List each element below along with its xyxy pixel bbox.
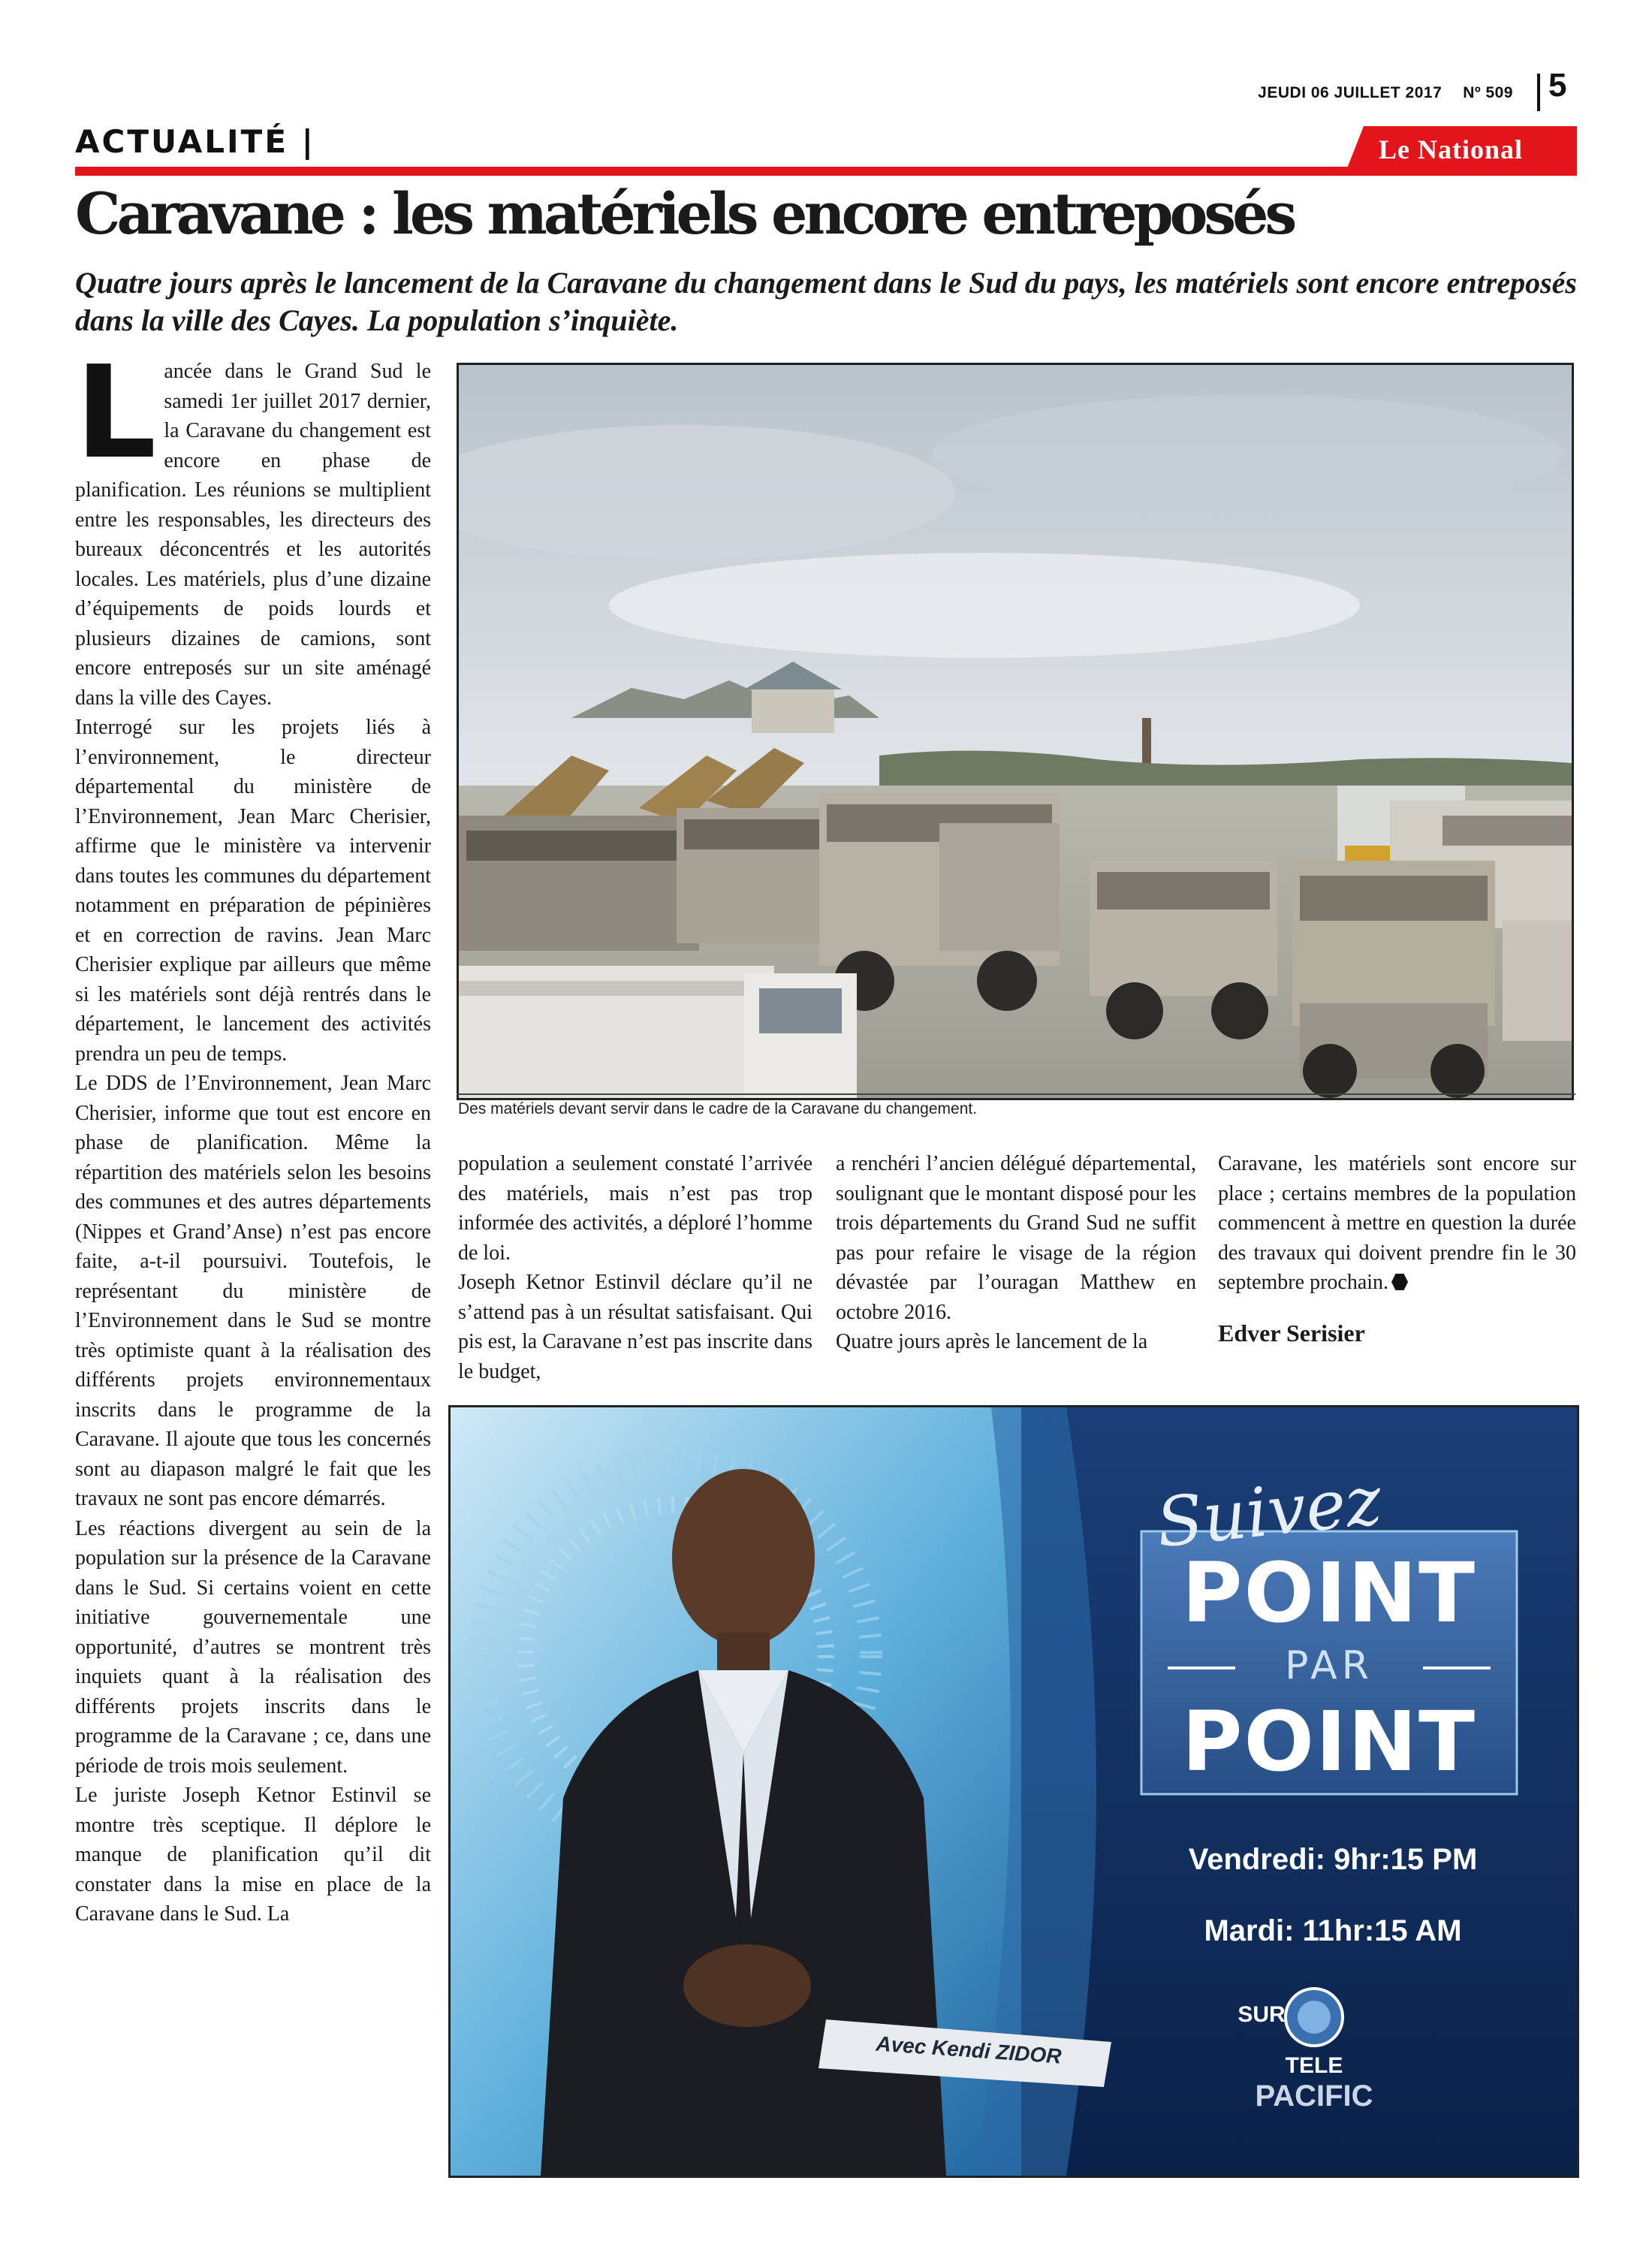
article-column-1 [75,339,431,1929]
ad-schedule-friday: Vendredi: 9hr:15 PM [1188,1843,1478,1876]
ad-title-rule-right [1423,1666,1491,1669]
issue-date-line [1258,84,1513,102]
page-number: 5 [1548,67,1567,104]
section-label: ACTUALITÉ | [75,123,315,160]
ad-title-mid: PAR [1285,1643,1373,1688]
ad-title-rule-left [1168,1666,1235,1669]
ad-schedule-tuesday: Mardi: 11hr:15 AM [1204,1914,1462,1947]
paragraph: Le juriste Joseph Ketnor Estinvil se montre très sceptique. Il déplore le manque de planification qu’il dit constater dans la mise en place de la Caravane dans le Sud. La [75,1784,431,1926]
article-column-3 [836,1149,1196,1357]
byline: Edver Serisier [1218,1319,1365,1347]
paragraph: population a seulement constaté l’arrivée des matériels, mais n’est pas trop informée des activités, a déploré l’homme de loi. [458,1152,812,1265]
paragraph [1218,1149,1576,1298]
paragraph: Joseph Ketnor Estinvil déclare qu’il ne s’attend pas à un résultat satisfaisant. Qui pis est, la Caravane n’est pas inscrite dans le budget, [458,1271,812,1383]
article-column-2 [458,1149,812,1386]
ad-host-name: Avec Kendi ZIDOR [875,2031,1063,2068]
trucks-yard-image [459,365,1572,1098]
ad-title-top: POINT [1181,1545,1477,1641]
paragraph: Interrogé sur les projets liés à l’environnement, le directeur départemental du ministère de l’Environnement, Jean Marc Cherisier, affirme que le ministère va intervenir dans toutes les communes du département notamment en préparation de pépinières et en correction de ravins. Jean Marc Cherisier explique par ailleurs que même si les matériels sont déjà rentrés dans le département, le lancement des activités prendra un peu de temps. [75,716,431,1066]
ad-script-text: Suivez [1153,1461,1385,1564]
ad-logo-sur: SUR [1237,2002,1286,2027]
ad-logo-tele: TELE [1285,2053,1343,2078]
paragraph: Le DDS de l’Environnement, Jean Marc Cherisier, informe que tout est encore en phase de planification. Même la répartition des matériels selon les besoins des communes et des autres départements (Nippes et Grand’Anse) n’est pas encore faite, a-t-il poursuivi. Toutefois, le représentant du ministère de l’Environnement dans le Sud se montre très optimiste quant à la réalisation des différents projets environnementaux inscrits dans le programme de la Caravane. Il ajoute que tous les concernés sont au diapason malgré le fait que les travaux ne sont pas encore démarrés. [75,1072,431,1510]
article-headline: Caravane : les matériels encore entreposés [75,180,1294,247]
ad-title-bottom: POINT [1181,1694,1477,1790]
article-standfirst: Quatre jours après le lancement de la Caravane du changement dans le Sud du pays, les matériels sont encore entreposés dans la ville des Cayes. La population s’inquiète. [75,266,1577,337]
article-photo [457,363,1574,1100]
caption-divider [457,1093,1575,1095]
end-of-article-icon [1391,1274,1408,1290]
paragraph-text: Caravane, les matériels sont encore sur place ; certains membres de la population commencent à mettre en question la durée des travaux qui doivent prendre fin le 30 septembre prochain. [1218,1152,1576,1294]
article-column-4 [1218,1149,1576,1348]
brand-name: Le National [1379,134,1524,164]
tv-show-advertisement [448,1405,1579,2178]
ad-logo-pacific: PACIFIC [1255,2080,1373,2113]
paragraph: Quatre jours après le lancement de la [836,1330,1148,1353]
photo-caption: Des matériels devant servir dans le cadre de la Caravane du changement. [458,1100,978,1117]
paragraph: Les réactions divergent au sein de la population sur la présence de la Caravane dans le Sud. Si certains voient en cette initiative gouvernementale une opportunité, d’autres se montrent très inquiets quant à la réalisation des différents projets inscrits dans le programme de la Caravane ; ce, dans une période de trois mois seulement. [75,1516,431,1778]
page-number-divider [1537,74,1540,111]
paragraph: ancée dans le Grand Sud le samedi 1er juillet 2017 dernier, la Caravane du changement est encore en phase de planification. Les réunions se multiplient entre les responsables, les directeurs des bureaux déconcentrés et les autorités locales. Les matériels, plus d’une dizaine d’équipements de poids lourds et plusieurs dizaines de camions, sont encore entreposés sur un site aménagé dans la ville des Cayes. [75,360,431,710]
issue-number: Nº 509 [1463,84,1513,101]
paragraph: a renchéri l’ancien délégué départemental, soulignant que le montant disposé pour les trois départements du Grand Sud ne suffit pas pour refaire le visage de la région dévastée par l’ouragan Matthew en octobre 2016. [836,1152,1196,1324]
issue-date: JEUDI 06 JUILLET 2017 [1258,84,1442,101]
drop-cap: L [75,339,157,487]
